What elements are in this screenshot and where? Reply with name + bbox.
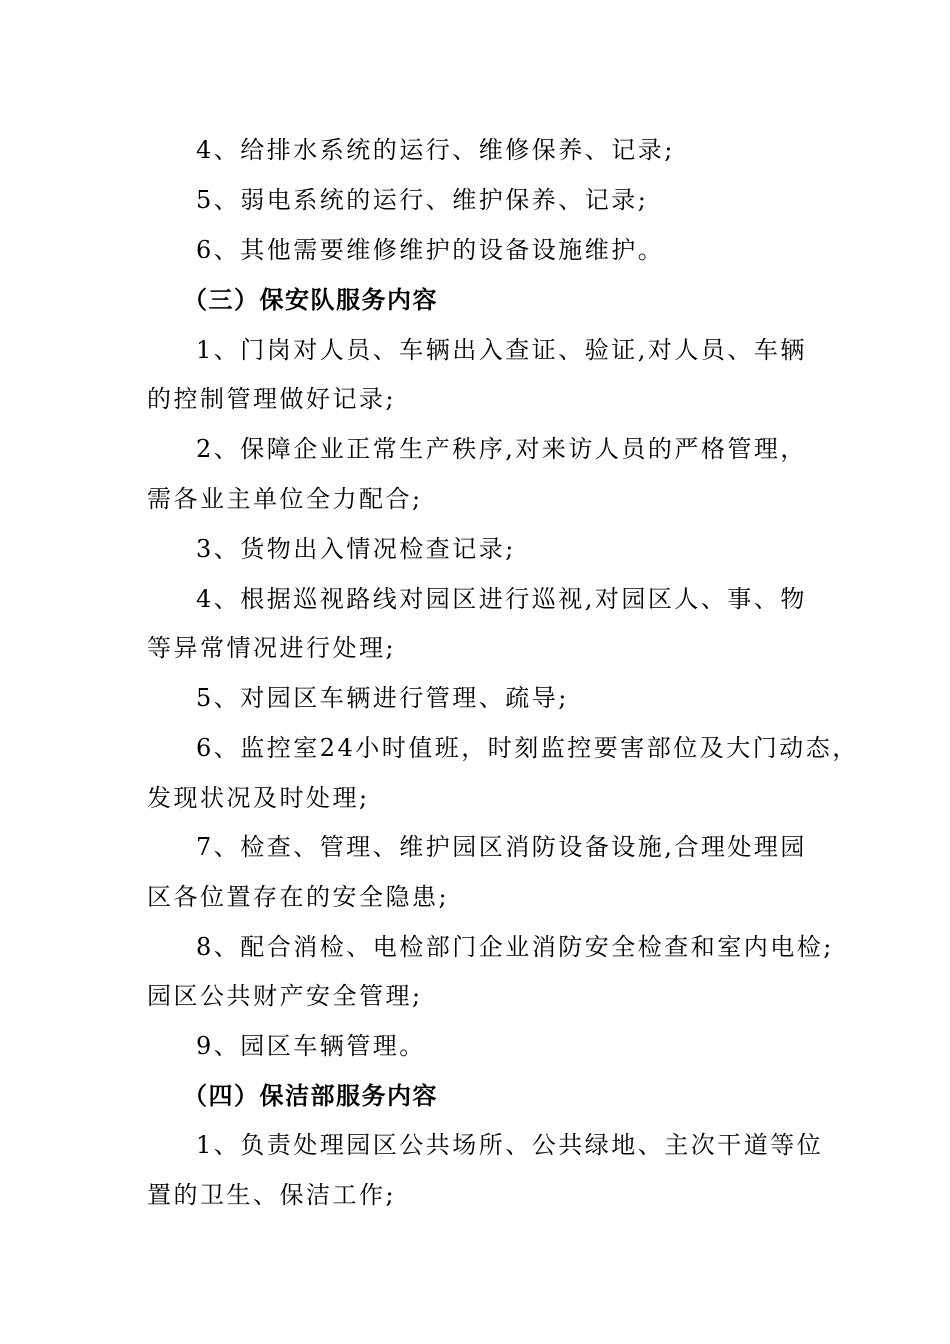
- text-line: 1、门岗对人员、车辆出入查证、验证,对人员、车辆: [196, 336, 807, 364]
- text-line: 需各业主单位全力配合;: [147, 485, 423, 513]
- text-line: 8、配合消检、电检部门企业消防安全检查和室内电检;: [196, 933, 834, 961]
- text-line: 园区公共财产安全管理;: [147, 982, 423, 1010]
- text-line: 6、其他需要维修维护的设备设施维护。: [196, 236, 665, 264]
- text-line: 1、负责处理园区公共场所、公共绿地、主次干道等位: [196, 1131, 824, 1159]
- text-line: 6、监控室24小时值班，时刻监控要害部位及大门动态，: [196, 734, 859, 762]
- text-line: 等异常情况进行处理;: [147, 634, 397, 662]
- text-line: 3、货物出入情况检查记录;: [196, 535, 516, 563]
- text-line: 区各位置存在的安全隐患;: [147, 883, 450, 911]
- text-line: 7、检查、管理、维护园区消防设备设施,合理处理园: [196, 833, 807, 861]
- text-line: 5、弱电系统的运行、维护保养、记录;: [196, 186, 649, 214]
- text-line: 2、保障企业正常生产秩序,对来访人员的严格管理，: [196, 435, 807, 463]
- text-line: 置的卫生、保洁工作;: [147, 1181, 397, 1209]
- text-line: 9、园区车辆管理。: [196, 1032, 426, 1060]
- text-line: 5、对园区车辆进行管理、疏导;: [196, 684, 569, 712]
- text-line: 的控制管理做好记录;: [147, 385, 397, 413]
- text-line: 发现状况及时处理;: [147, 784, 370, 812]
- text-line: 4、给排水系统的运行、维修保养、记录;: [196, 136, 675, 164]
- text-line: 4、根据巡视路线对园区进行巡视,对园区人、事、物: [196, 585, 807, 613]
- section-heading: （三）保安队服务内容: [183, 285, 438, 314]
- section-heading: （四）保洁部服务内容: [183, 1081, 438, 1110]
